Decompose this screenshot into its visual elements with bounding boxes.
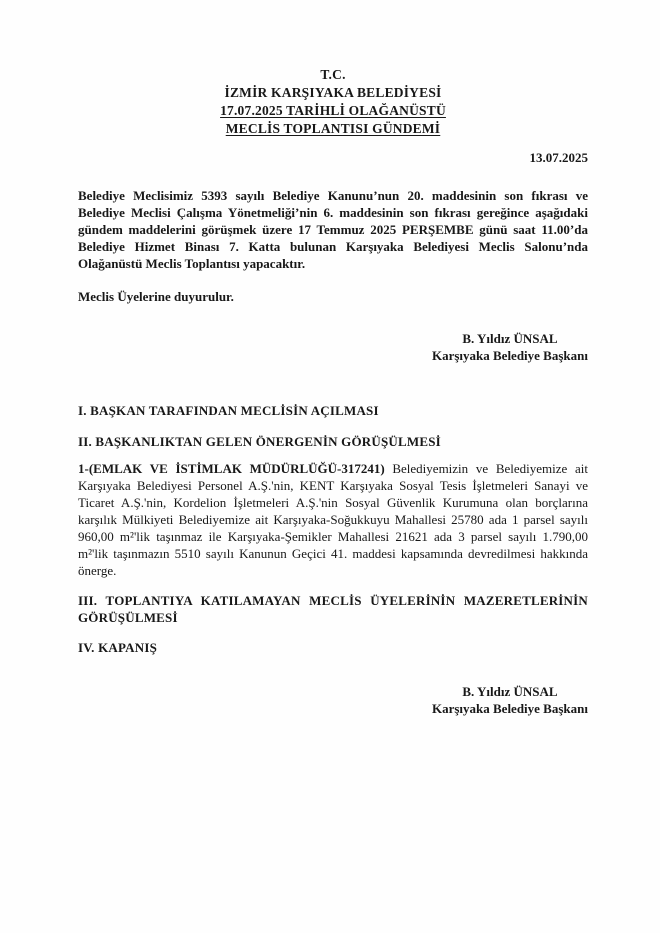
intro-paragraph: Belediye Meclisimiz 5393 sayılı Belediye Kanunu’nun 20. maddesinin son fıkrası ve Belediye Meclisi Çalışma Yönetmeliği’nin 6. maddesinin son fıkrası gereğince aşağıdaki gündem maddelerini görüşmek üzere 17 Temmuz 2025 PERŞEMBE günü saat 11.00’da Belediye Hizmet Binası 7. Katta bulunan Karşıyaka Belediyesi Meclis Salonu’nda Olağanüstü Meclis Toplantısı yapacaktır. (78, 188, 588, 271)
header-tc: T.C. (320, 67, 346, 82)
signature-block-top (78, 330, 588, 364)
announcement-line: Meclis Üyelerine duyurulur. (78, 289, 234, 304)
header-session-date: 17.07.2025 TARİHLİ OLAĞANÜSTÜ (220, 103, 446, 118)
agenda-heading-3: III. TOPLANTIYA KATILAMAYAN MECLİS ÜYELERİNİN MAZERETLERİNİN GÖRÜŞÜLMESİ (78, 593, 588, 625)
agenda-item-1-text: Belediyemizin ve Belediyemize ait Karşıyaka Belediyesi Personel A.Ş.'nin, KENT Karşıyaka Sosyal Tesis İşletmeleri Sanayi ve Ticaret A.Ş.'nin, Kordelion İşletmeleri A.Ş.'nin Sosyal Güvenlik Kurumuna olan borçlarına karşılık Mülkiyeti Belediyemize ait Karşıyaka-Soğukkuyu Mahallesi 25780 ada 1 parsel sayılı 960,00 m²'lik taşınmaz ile Karşıyaka-Şemikler Mahallesi 21621 ada 3 parsel sayılı 1.790,00 m²'lik taşınmazın 5510 sayılı Kanunun Geçici 41. maddesi kapsamında devredilmesi hakkında önerge. (78, 461, 588, 578)
header-municipality: İZMİR KARŞIYAKA BELEDİYESİ (224, 85, 442, 100)
agenda-item-1 (78, 460, 588, 579)
agenda-heading-2: II. BAŞKANLIKTAN GELEN ÖNERGENİN GÖRÜŞÜLMESİ (78, 434, 441, 449)
agenda-heading-4: IV. KAPANIŞ (78, 640, 158, 655)
agenda-item-1-label: 1-(EMLAK VE İSTİMLAK MÜDÜRLÜĞÜ-317241) (78, 461, 385, 476)
signatory-title-bottom: Karşıyaka Belediye Başkanı (431, 701, 588, 716)
issue-date: 13.07.2025 (529, 150, 588, 165)
signatory-name: B. Yıldız ÜNSAL (462, 331, 558, 346)
signature-bottom-inner (432, 683, 588, 717)
signatory-name-bottom: B. Yıldız ÜNSAL (462, 684, 558, 699)
document-header (78, 66, 588, 138)
agenda-heading-1: I. BAŞKAN TARAFINDAN MECLİSİN AÇILMASI (78, 403, 379, 418)
signatory-title: Karşıyaka Belediye Başkanı (431, 348, 588, 363)
signature-block-bottom (78, 683, 588, 717)
header-agenda-title: MECLİS TOPLANTISI GÜNDEMİ (225, 121, 441, 136)
signature-top-inner (432, 330, 588, 364)
